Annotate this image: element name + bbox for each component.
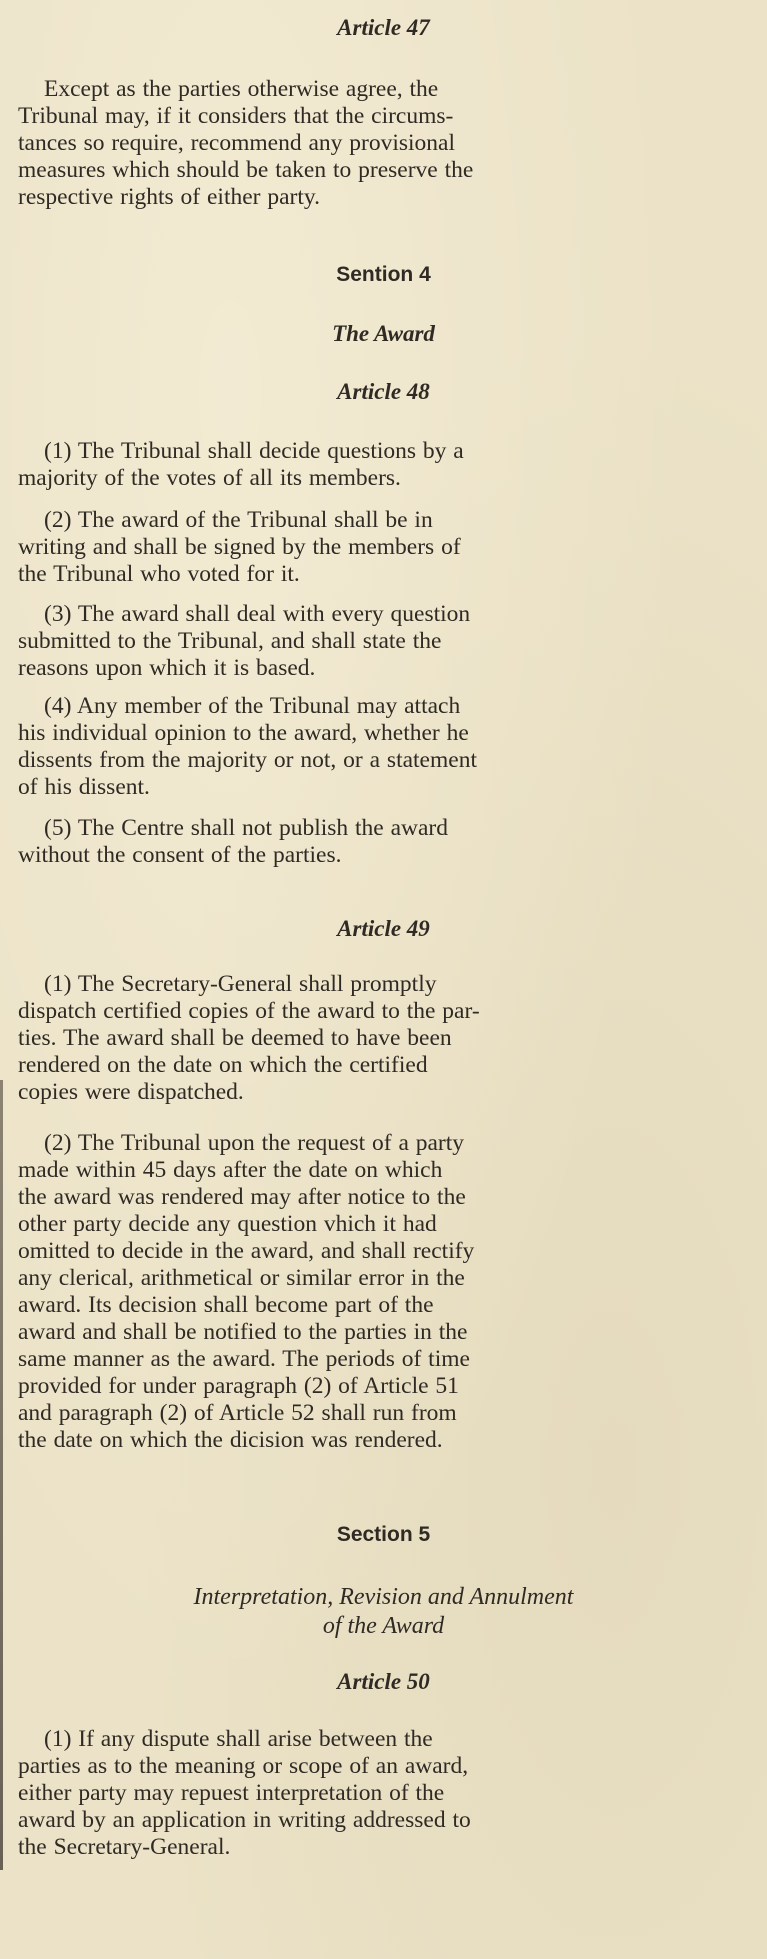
text-line: (2) The award of the Tribunal shall be in — [44, 507, 433, 533]
text-line: submitted to the Tribunal, and shall state the — [18, 628, 442, 654]
article-47-text — [18, 76, 666, 211]
text-line: either party may repuest interpretation of the — [18, 1780, 445, 1806]
text-line: dissents from the majority or not, or a statement — [18, 747, 477, 773]
text-line: writing and shall be signed by the members of — [18, 534, 461, 560]
text-line: majority of the votes of all its members. — [18, 465, 401, 491]
article-49-paragraph-2 — [18, 1130, 666, 1454]
article-47-title: Article 47 — [337, 15, 430, 40]
text-line: made within 45 days after the date on which — [18, 1157, 443, 1183]
text-line: the Tribunal who voted for it. — [18, 561, 300, 587]
article-48-paragraph-4 — [18, 693, 666, 801]
article-48-title: Article 48 — [337, 379, 430, 404]
text-line: other party decide any question vhich it had — [18, 1211, 437, 1237]
text-line: and paragraph (2) of Article 52 shall run from — [18, 1400, 457, 1426]
text-line: rendered on the date on which the certified — [18, 1052, 428, 1078]
section-5-subtitle-line-2: of the Award — [322, 1613, 445, 1639]
text-line: of his dissent. — [18, 774, 150, 800]
article-48-paragraph-3 — [18, 601, 666, 682]
text-line: award and shall be notified to the parties in the — [18, 1319, 468, 1345]
text-line: Tribunal may, if it considers that the circums- — [18, 103, 454, 129]
section-4-title: Sention 4 — [336, 263, 431, 286]
article-48-paragraph-2 — [18, 507, 666, 588]
text-line: any clerical, arithmetical or similar error in the — [18, 1265, 465, 1291]
article-48-paragraph-5 — [18, 815, 666, 869]
section-5-title: Section 5 — [336, 1523, 431, 1546]
text-line: tances so require, recommend any provisional — [18, 130, 455, 156]
text-line: (1) The Tribunal shall decide questions by a — [44, 438, 464, 464]
text-line: (2) The Tribunal upon the request of a party — [44, 1130, 465, 1156]
section-4-subtitle: The Award — [332, 321, 435, 346]
article-50-title: Article 50 — [337, 1669, 430, 1694]
text-line: same manner as the award. The periods of time — [18, 1346, 470, 1372]
text-line: (3) The award shall deal with every question — [44, 601, 471, 627]
article-49-paragraph-1 — [18, 971, 666, 1106]
text-line: (1) The Secretary-General shall promptly — [44, 971, 437, 997]
text-line: the date on which the dicision was rendered. — [18, 1427, 443, 1453]
text-line: parties as to the meaning or scope of an award, — [18, 1753, 469, 1779]
article-50-paragraph-1 — [18, 1726, 666, 1861]
article-49-title: Article 49 — [337, 916, 430, 941]
text-line: without the consent of the parties. — [18, 842, 342, 868]
text-line: award by an application in writing addressed to — [18, 1807, 471, 1833]
text-line: Except as the parties otherwise agree, the — [44, 76, 439, 102]
text-line: respective rights of either party. — [18, 184, 320, 210]
text-line: measures which should be taken to preserve the — [18, 157, 474, 183]
text-line: award. Its decision shall become part of the — [18, 1292, 434, 1318]
text-line: omitted to decide in the award, and shall rectify — [18, 1238, 475, 1264]
page-edge-shadow — [0, 1080, 3, 1870]
text-line: (5) The Centre shall not publish the award — [44, 815, 449, 841]
text-line: (4) Any member of the Tribunal may attach — [44, 693, 461, 719]
text-line: ties. The award shall be deemed to have been — [18, 1025, 452, 1051]
text-line: the Secretary-General. — [18, 1834, 231, 1860]
text-line: the award was rendered may after notice to the — [18, 1184, 466, 1210]
article-48-paragraph-1 — [18, 438, 666, 492]
text-line: his individual opinion to the award, whether he — [18, 720, 469, 746]
text-line: reasons upon which it is based. — [18, 655, 316, 681]
section-5-subtitle-line-1: Interpretation, Revision and Annulment — [193, 1584, 574, 1610]
text-line: dispatch certified copies of the award to the par- — [18, 998, 480, 1024]
text-line: (1) If any dispute shall arise between the — [44, 1726, 433, 1752]
text-line: copies were dispatched. — [18, 1079, 244, 1105]
text-line: provided for under paragraph (2) of Article 51 — [18, 1373, 459, 1399]
